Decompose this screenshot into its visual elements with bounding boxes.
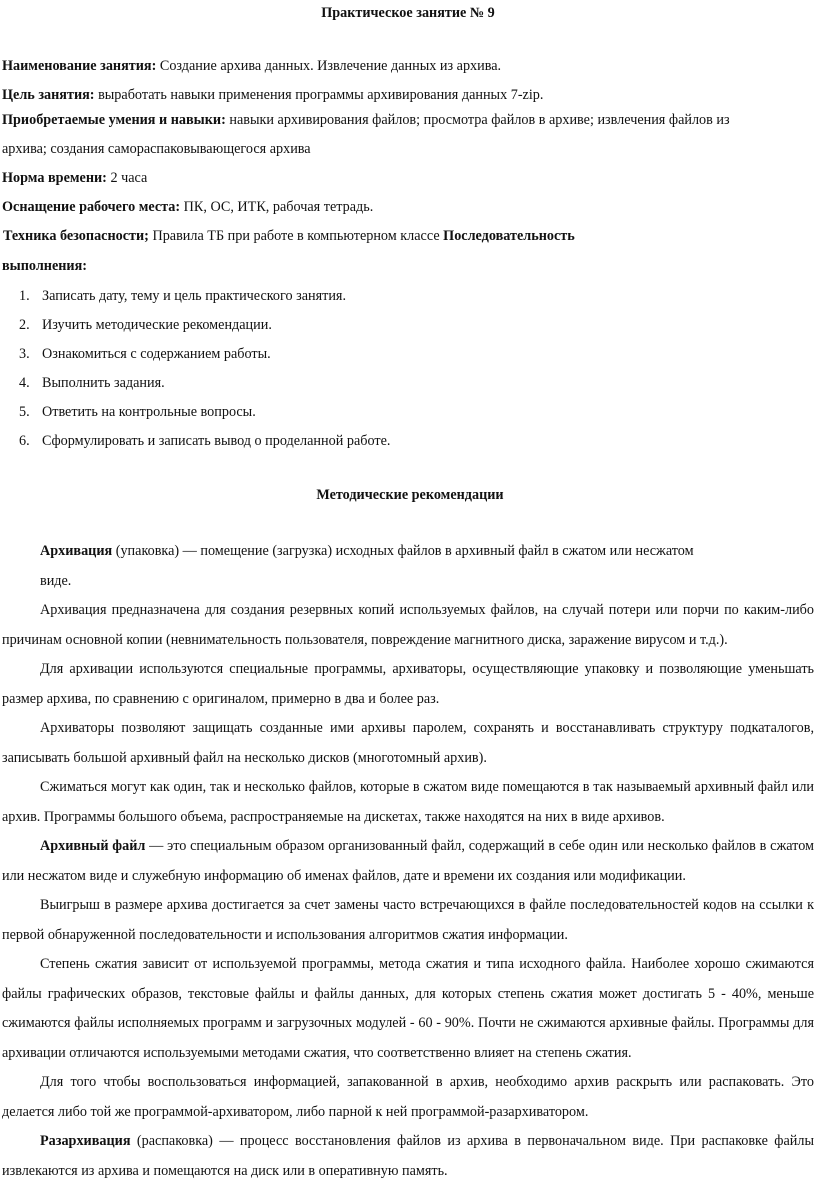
step-number: 4. [19, 375, 30, 391]
lesson-name-label: Наименование занятия: [2, 58, 157, 74]
list-item [0, 344, 816, 373]
sequence-label: Последовательность [443, 228, 575, 244]
paragraph-text: (распаковка) — процесс восстановления файлов из архива в первоначальном виде. При распаковке файлы извлекаются из архива и помещаются на диск или в оперативную память. [2, 1133, 814, 1179]
paragraph-text: — это специальным образом организованный файл, содержащий в себе один или несколько файлов в сжатом или несжатом виде и служебную информацию об именах файлов, дате и времени их создания или модификации. [2, 838, 814, 884]
paragraph-features: Архиваторы позволяют защищать созданные ими архивы паролем, сохранять и восстанавливать структуру подкаталогов, записывать большой архивный файл на несколько дисков (многотомный архив). [2, 720, 814, 766]
step-text: Сформулировать и записать вывод о проделанной работе. [42, 433, 391, 449]
time-value: 2 часа [106, 170, 148, 186]
list-item [0, 431, 816, 460]
term-archiving: Архивация [40, 543, 113, 559]
equipment-value: ПК, ОС, ИТК, рабочая тетрадь. [180, 199, 374, 215]
lesson-goal-label: Цель занятия: [2, 87, 95, 103]
step-text: Записать дату, тему и цель практического занятия. [42, 288, 347, 304]
step-number: 1. [19, 288, 30, 304]
recommendations-body [2, 537, 814, 1186]
skills-value-cont: архива; создания самораспаковывающегося архива [2, 141, 311, 157]
step-number: 2. [19, 317, 30, 333]
skills-line [2, 110, 814, 130]
sequence-line-cont [2, 256, 814, 276]
paragraph-archive-file [2, 832, 814, 891]
step-number: 5. [19, 404, 30, 420]
paragraph-archiving [2, 537, 762, 567]
step-number: 3. [19, 346, 30, 362]
paragraph-text: (упаковка) — помещение (загрузка) исходных файлов в архивный файл в сжатом или несжатом [112, 543, 694, 559]
step-text: Выполнить задания. [42, 375, 165, 391]
section-title: Методические рекомендации [316, 487, 504, 503]
list-item [0, 402, 816, 431]
list-item [0, 286, 816, 315]
list-item [0, 315, 816, 344]
step-number: 6. [19, 433, 30, 449]
skills-line-cont [2, 139, 814, 159]
term-unarchiving: Разархивация [40, 1133, 131, 1149]
lesson-name-line [2, 56, 814, 76]
safety-label: Техника безопасности; [3, 228, 149, 244]
step-text: Ознакомиться с содержанием работы. [42, 346, 271, 362]
lesson-goal-line [2, 85, 814, 105]
paragraph-ratio: Степень сжатия зависит от используемой программы, метода сжатия и типа исходного файла. Наиболее хорошо сжимаются файлы графических образов, текстовые файлы и файлы данных, для которых степень сжатия может достигать 5 - 40%, меньше сжимаются файлы исполняемых программ и загрузочных модулей - 60 - 90%. Почти не сжимаются архивные файлы. Программы для архивации отличаются используемыми методами сжатия, что соответственно влияет на степень сжатия. [2, 956, 814, 1061]
paragraph-unpack: Для того чтобы воспользоваться информацией, запакованной в архив, необходимо архив раскрыть или распаковать. Это делается либо той же программой-архиватором, либо парной к ней программой-разархиватором. [2, 1074, 814, 1120]
paragraph-purpose: Архивация предназначена для создания резервных копий используемых файлов, на случай потери или порчи по каким-либо причинам основной копии (невнимательность пользователя, повреждение магнитного диска, заражение вирусом и т.д.). [2, 602, 814, 648]
paragraph-compression: Сжиматься могут как один, так и несколько файлов, которые в сжатом виде помещаются в так называемый архивный файл или архив. Программы большого объема, распространяемые на дискетах, также находятся на них в виде архивов. [2, 779, 814, 825]
paragraph-programs: Для архивации используются специальные программы, архиваторы, осуществляющие упаковку и позволяющие уменьшать размер архива, по сравнению с оригиналом, примерно в два и более раз. [2, 661, 814, 707]
page-title: Практическое занятие № 9 [321, 5, 495, 21]
equipment-label: Оснащение рабочего места: [2, 199, 181, 215]
term-archive-file: Архивный файл [40, 838, 146, 854]
paragraph-unarchiving [2, 1127, 814, 1186]
sequence-label-cont: выполнения: [2, 258, 88, 274]
list-item [0, 373, 816, 402]
time-label: Норма времени: [2, 170, 107, 186]
paragraph-archiving-tail: виде. [40, 572, 72, 589]
safety-line [3, 226, 815, 246]
steps-list [0, 286, 816, 460]
safety-value: Правила ТБ при работе в компьютерном классе [148, 228, 444, 244]
paragraph-gain: Выигрыш в размере архива достигается за счет замены часто встречающихся в файле последовательностей кодов на ссылки к первой обнаруженной последовательности и использования алгоритмов сжатия информации. [2, 897, 814, 943]
step-text: Ответить на контрольные вопросы. [42, 404, 256, 420]
lesson-goal-value: выработать навыки применения программы архивирования данных 7-zip. [94, 87, 544, 103]
skills-label: Приобретаемые умения и навыки: [2, 112, 226, 128]
skills-value: навыки архивирования файлов; просмотра файлов в архиве; извлечения файлов из [225, 112, 730, 128]
step-text: Изучить методические рекомендации. [42, 317, 272, 333]
equipment-line [2, 197, 814, 217]
time-line [2, 168, 814, 188]
lesson-name-value: Создание архива данных. Извлечение данных из архива. [156, 58, 502, 74]
